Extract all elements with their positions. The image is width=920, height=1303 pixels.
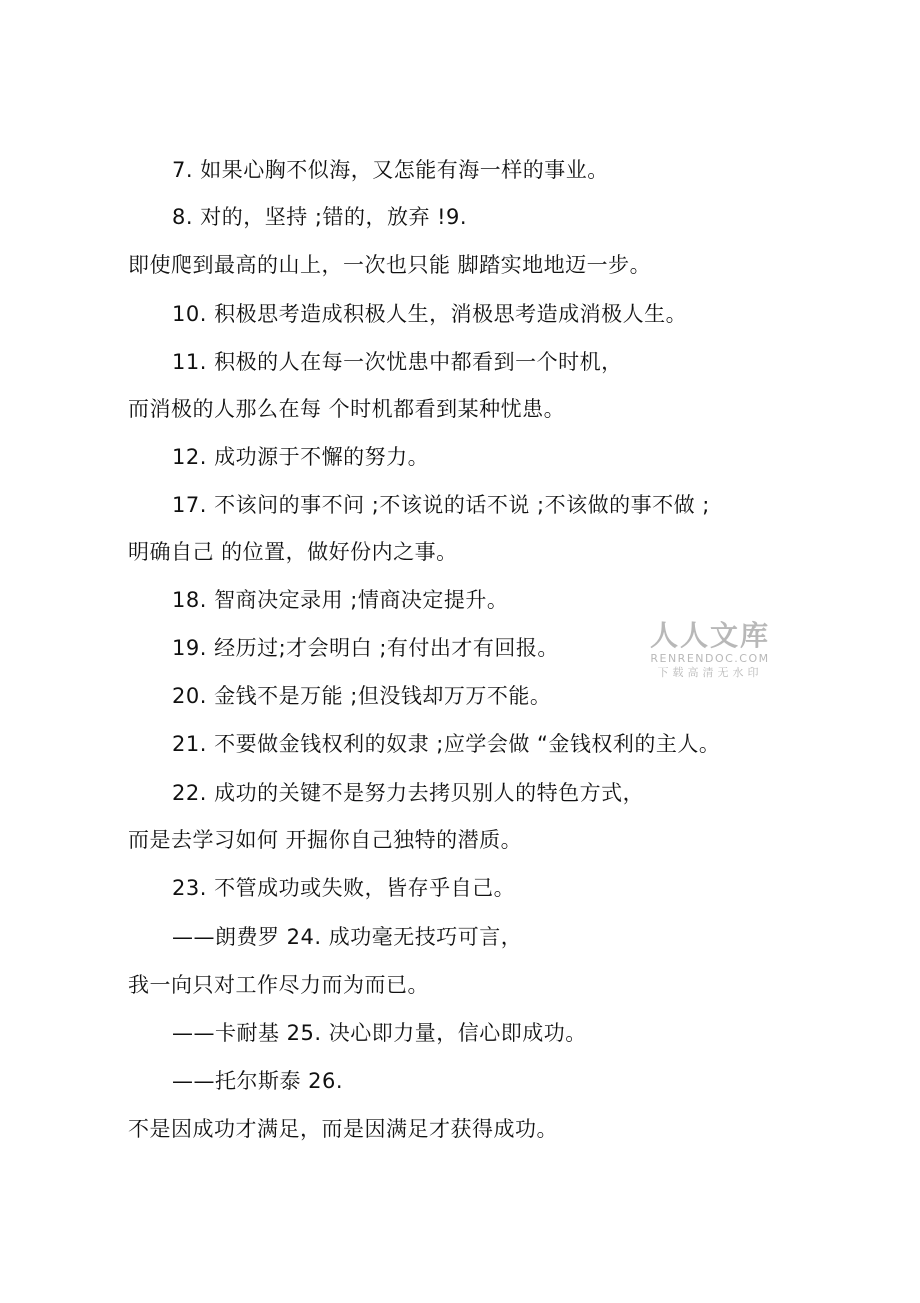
text-line: 而消极的人那么在每 个时机都看到某种忧患。 [128,397,566,421]
watermark-domain: RENRENDOC.COM [650,652,770,665]
text-line: 明确自己 的位置，做好份内之事。 [128,540,458,564]
text-line: 20. 金钱不是万能 ;但没钱却万万不能。 [172,684,552,708]
text-line: 而是去学习如何 开掘你自己独特的潜质。 [128,828,523,852]
text-line: ——卡耐基 25. 决心即力量，信心即成功。 [172,1021,587,1045]
text-line: 12. 成功源于不懈的努力。 [172,445,430,469]
text-line: ——朗费罗 24. 成功毫无技巧可言， [172,925,523,949]
text-line: 10. 积极思考造成积极人生，消极思考造成消极人生。 [172,302,688,326]
text-line: 19. 经历过;才会明白 ;有付出才有回报。 [172,636,559,660]
text-line: 不是因成功才满足，而是因满足才获得成功。 [128,1117,558,1141]
text-line: 8. 对的，坚持 ;错的，放弃 !9. [172,205,468,229]
watermark-slogan: 下载高清无水印 [657,666,763,679]
text-line: ——托尔斯泰 26. [172,1069,344,1093]
text-line: 22. 成功的关键不是努力去拷贝别人的特色方式， [172,781,645,805]
text-line: 23. 不管成功或失败，皆存乎自己。 [172,876,516,900]
text-line: 即使爬到最高的山上，一次也只能 脚踏实地地迈一步。 [128,253,652,277]
watermark-logo [646,620,774,684]
text-line: 17. 不该问的事不问 ;不该说的话不说 ;不该做的事不做 ; [172,493,710,517]
text-line: 21. 不要做金钱权利的奴隶 ;应学会做 “金钱权利的主人。 [172,732,721,756]
watermark-title: 人人文库 [649,619,770,652]
text-line: 我一向只对工作尽力而为而已。 [128,973,429,997]
text-line: 18. 智商决定录用 ;情商决定提升。 [172,588,509,612]
text-line: 7. 如果心胸不似海，又怎能有海一样的事业。 [172,158,609,182]
text-line: 11. 积极的人在每一次忧患中都看到一个时机， [172,350,623,374]
